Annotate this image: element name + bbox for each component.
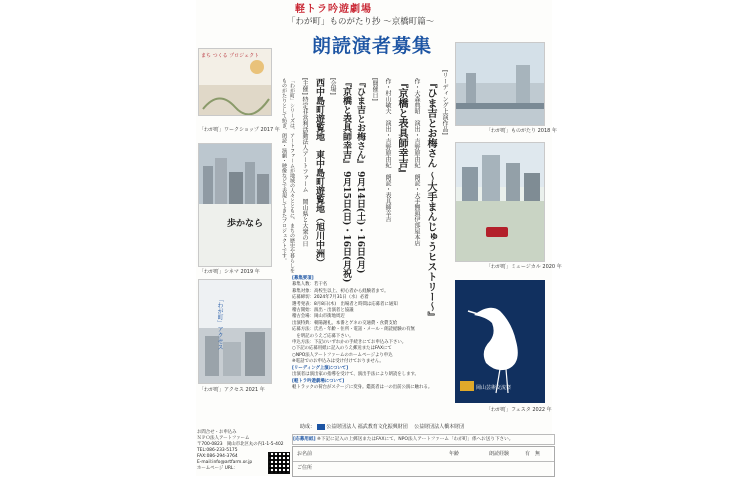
main-title: 朗読演者募集 <box>312 35 433 57</box>
description-1: 「わが町」シリーズは、アートファームが地域の人々とともに、まちの歴史や暮らしを <box>289 78 295 273</box>
recruit-section <box>292 276 457 391</box>
recruit-line: 募集人数：若干名 <box>292 282 328 288</box>
sponsor-org-1: 公益財団法人 福武教育文化振興財団 <box>326 424 408 430</box>
recruit-line: 申込方法：下記のいずれかの手続きにてお申込み下さい。 <box>292 340 407 346</box>
recruit-line: ○NPO法人アートファームのホームページより申込 <box>292 352 393 358</box>
caption-2017: 「わが町」ワークショップ 2017 年 <box>199 127 280 133</box>
age-label: 年齢 <box>449 451 460 457</box>
application-form <box>292 446 555 477</box>
festa-poster-text: 岡山芸術交流祭 <box>476 385 512 391</box>
photo-story-2018 <box>455 42 545 126</box>
caption-2019: 「わが町」シネマ 2019 年 <box>199 269 260 275</box>
sponsor-label: 助成： <box>300 424 316 430</box>
contact-hp[interactable]: ホームページ URL： <box>197 466 238 471</box>
truck-text: 軽トラックの荷台がステージに変身。鑑賞者は一の出前公演に触れる。 <box>292 384 433 390</box>
photo-festa-2022 <box>455 280 545 403</box>
recruit-line: ※電話でのお申込みは受け付けておりません。 <box>292 359 384 365</box>
form-row-address <box>293 461 554 475</box>
series-title: 軽トラ吟遊劇場 <box>295 4 372 15</box>
dates-line-2: 『京橋と表具師幸吉』 9月15日(日)・16日(月祝) <box>341 78 351 283</box>
contact-address: 〒700-0823 岡山市北区丸の内1-1-5-402 <box>197 442 284 447</box>
photo-cinema-2019 <box>198 143 272 267</box>
caption-2022: 「わが町」フェスタ 2022 年 <box>486 407 552 413</box>
workshop-mark: まち つくる プロジェクト <box>201 53 260 59</box>
recruit-line: 出演特典：朝陽謝礼、本番とゲネの交通費・食費支給 <box>292 320 398 326</box>
organizer: [主催] 特定非営利活動法人アートファーム 岡山県と大衆の日 <box>301 78 308 247</box>
access-title: 「わが町」アクセス <box>216 296 223 350</box>
photo-musical-2020 <box>455 142 545 262</box>
caption-2018: 「わが町」ものがたり 2018 年 <box>486 128 557 134</box>
musical-poster-illustration <box>456 143 544 261</box>
photo-access-2021 <box>198 279 272 384</box>
recruit-line: 稽古会場：岡山市街地周辺 <box>292 314 345 320</box>
contact-email[interactable]: E-mail:info@artfarm.or.jp <box>197 460 253 465</box>
recruit-line: を明記のうえご応募下さい。 <box>292 333 354 339</box>
experience-value[interactable]: 有 無 <box>525 451 541 457</box>
name-label: お名前 <box>297 451 313 457</box>
application-instructions: ※下記に記入の上郵送またはFAXにて、NPO法人アートファーム「わが町」係へお送り下さい。 <box>317 437 514 442</box>
sponsor-line <box>300 423 464 430</box>
work1-title: 『ひま吉とお梅さん 〜大手まんじゅうヒストリー〜』 <box>425 78 436 322</box>
access-poster-illustration <box>199 280 271 383</box>
dates-heading: [開催日] <box>371 78 378 101</box>
recruit-line: 選考発表：8月8日(木) 出場者と時間は応募者に通知 <box>292 301 398 307</box>
story-poster-illustration <box>456 43 544 125</box>
work2-title: 『京橋と表具師幸吉』 <box>396 78 407 178</box>
venue-heading: [会場] <box>329 78 336 95</box>
contact-heading: お問合せ・お申込み <box>197 430 237 435</box>
description-2: ものがたりとして紡ぎ、朗読・演劇・映像などで表現してきたプロジェクトです。 <box>281 78 287 263</box>
form-row-name <box>293 447 554 462</box>
experience-label: 朗読経験 <box>489 451 510 457</box>
caption-2020: 「わが町」ミュージカル 2020 年 <box>486 264 562 270</box>
application-label: [応募用紙] <box>293 437 316 442</box>
reading-text: 出演者は演出家の指導を受けて、演出手法により朗読をします。 <box>292 372 419 378</box>
caption-2021: 「わが町」アクセス 2021 年 <box>199 387 265 393</box>
cinema-poster-illustration <box>199 144 271 266</box>
qr-code-icon[interactable] <box>268 452 290 474</box>
work2-credits: 作・村山敏夫 演出・吉野原由紀 朗読・表具師幸吉 <box>384 78 391 222</box>
sponsor-org-2: 公益財団法人橋本財団 <box>414 424 465 430</box>
recruit-line: ○下記の応募用紙に記入のうえ郵送またはFAXにて <box>292 346 392 352</box>
recruit-line: 稽古開始：演出・出演者と協議 <box>292 308 354 314</box>
recruit-line: 募集対象：高校生以上、初心者から経験者まで。 <box>292 288 389 294</box>
photo-workshop-2017 <box>198 48 272 116</box>
reading-heading: [リーディング上演について] <box>292 365 349 371</box>
recruit-line: 応募方法：氏名・年齢・住所・電話・メール・朗読経験の有無 <box>292 327 415 333</box>
contact-fax: FAX:086-294-3764 <box>197 454 238 459</box>
recruit-line: 応募締切：2024年7月31日（水）必着 <box>292 295 369 301</box>
venue: 西中島町遊覧地 東中島町遊覧地（旭川中洲） <box>314 78 324 267</box>
truck-heading: [軽トラ吟遊劇場について] <box>292 378 345 384</box>
sponsor-logo-icon <box>317 424 325 430</box>
recruit-heading: [募集要項] <box>292 276 314 281</box>
work1-credits: 作・大森典昭 演出・吉野原由紀 朗読・大手饅頭伊部屋本店 <box>413 78 420 246</box>
contact-tel: TEL:086-233-5175 <box>197 448 238 453</box>
dates-line-1: 『ひま吉とお梅さん』 9月14日(土)・16日(月) <box>355 78 365 274</box>
address-label: ご住所 <box>297 465 313 471</box>
application-bar <box>292 434 555 445</box>
subtitle: 「わが町」ものがたり抄 〜京橋町篇〜 <box>287 17 435 27</box>
contact-org: ＮＰＯ法人アートファーム <box>197 436 250 441</box>
cinema-title: 歩かなら <box>227 219 264 229</box>
works-heading: [リーディング上演作品] <box>441 70 448 135</box>
